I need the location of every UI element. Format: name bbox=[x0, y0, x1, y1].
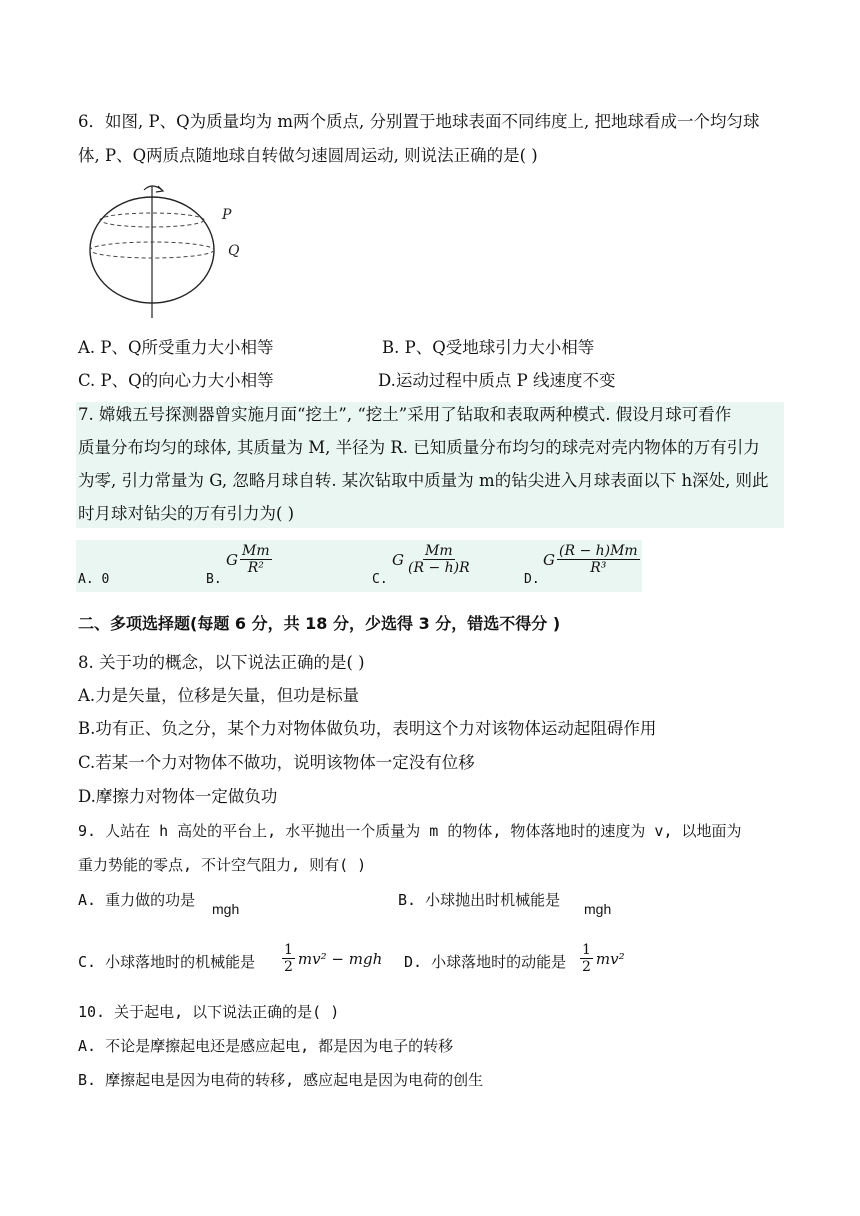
q7-stem-line4: 时月球对钻尖的万有引力为( ) bbox=[78, 504, 295, 523]
q9-stem-line2: 重力势能的零点, 不计空气阻力, 则有( ) bbox=[78, 856, 367, 874]
q8-option-c[interactable]: C.若某一个力对物体不做功，说明该物体一定没有位移 bbox=[78, 753, 475, 772]
q7-formula-b: G $\frac{Mm}{\text{R²}}$ bbox=[226, 543, 270, 576]
q8-stem: 8. 关于功的概念，以下说法正确的是( ) bbox=[78, 653, 365, 672]
q10-option-a[interactable]: A. 不论是摩擦起电还是感应起电, 都是因为电子的转移 bbox=[78, 1037, 454, 1055]
label-q: Q bbox=[228, 243, 240, 259]
q9-option-b[interactable]: B. 小球抛出时机械能是 bbox=[398, 891, 561, 909]
q7-formula-c: G $\frac{Mm}{(R - h)R}$ bbox=[392, 543, 470, 576]
q8-option-a[interactable]: A.力是矢量，位移是矢量，但功是标量 bbox=[78, 686, 360, 705]
q7-option-c[interactable]: C. bbox=[372, 572, 388, 587]
q9-option-a-math: mgh bbox=[212, 901, 240, 917]
q9-option-c[interactable]: C. 小球落地时的机械能是 bbox=[78, 953, 256, 971]
q10-option-b[interactable]: B. 摩擦起电是因为电荷的转移, 感应起电是因为电荷的创生 bbox=[78, 1071, 484, 1089]
q6-option-b[interactable]: B. P、Q受地球引力大小相等 bbox=[382, 338, 595, 357]
q9-option-d[interactable]: D. 小球落地时的动能是 bbox=[404, 953, 567, 971]
earth-diagram bbox=[86, 180, 256, 320]
q6-option-d[interactable]: D.运动过程中质点 P 线速度不变 bbox=[378, 371, 616, 390]
q9-option-a[interactable]: A. 重力做的功是 bbox=[78, 891, 196, 909]
q9-stem-line1: 9. 人站在 h 高处的平台上, 水平抛出一个质量为 m 的物体, 物体落地时的速度为 v, 以地面为 bbox=[78, 822, 742, 840]
q6-option-c[interactable]: C. P、Q的向心力大小相等 bbox=[78, 371, 274, 390]
q6-stem-line2: 体, P、Q两质点随地球自转做匀速圆周运动, 则说法正确的是( ) bbox=[78, 146, 538, 165]
q7-stem-line1: 7. 嫦娥五号探测器曾实施月面“挖土”, “挖土”采用了钻取和表取两种模式. 假设月球可看作 bbox=[78, 405, 732, 424]
q7-option-a[interactable]: A. 0 bbox=[78, 572, 110, 587]
q9-option-b-math: mgh bbox=[584, 901, 612, 917]
q6-stem-line1: 6．如图, P、Q为质量均为 m两个质点, 分别置于地球表面不同纬度上, 把地球看成一个均匀球 bbox=[78, 112, 760, 131]
q7-stem-line3: 为零, 引力常量为 G, 忽略月球自转. 某次钻取中质量为 m的钻尖进入月球表面以下 h深处, 则此 bbox=[78, 471, 769, 490]
q8-option-b[interactable]: B.功有正、负之分，某个力对物体做负功，表明这个力对该物体运动起阻碍作用 bbox=[78, 719, 657, 738]
label-p: P bbox=[222, 207, 232, 223]
q7-formula-d: G $\frac{(R - h)Mm}{\text{R³}}$ bbox=[543, 543, 638, 576]
q10-stem: 10. 关于起电, 以下说法正确的是( ) bbox=[78, 1003, 340, 1021]
q8-option-d[interactable]: D.摩擦力对物体一定做负功 bbox=[78, 787, 278, 806]
q7-option-b[interactable]: B. bbox=[206, 572, 222, 587]
q6-option-a[interactable]: A. P、Q所受重力大小相等 bbox=[78, 338, 274, 357]
q7-stem-line2: 质量分布均匀的球体, 其质量为 M, 半径为 R. 已知质量分布均匀的球壳对壳内物体的万有引力 bbox=[78, 438, 760, 457]
q9-option-d-math: $\frac{1}{2}$ mv² bbox=[582, 942, 625, 975]
q7-option-d[interactable]: D. bbox=[524, 572, 540, 587]
q9-option-c-math: $\frac{1}{2}$ mv² − mgh bbox=[284, 942, 383, 975]
section-2-title: 二、多项选择题(每题 6 分，共 18 分，少选得 3 分，错选不得分 ) bbox=[78, 614, 561, 633]
